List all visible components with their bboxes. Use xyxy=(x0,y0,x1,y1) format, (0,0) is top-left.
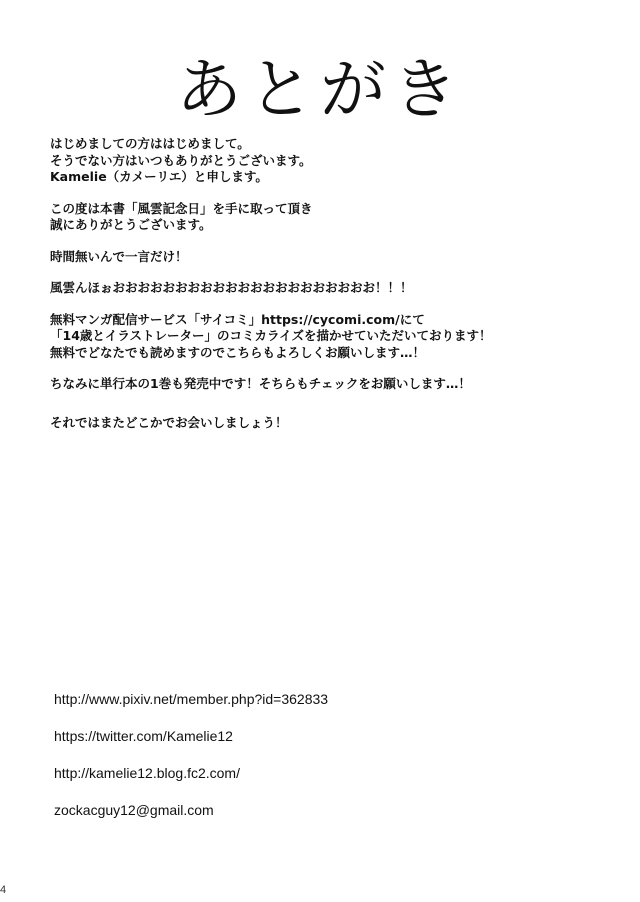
text-line: 誠にありがとうございます。 xyxy=(50,217,212,232)
text-line: そうでない方はいつもありがとうございます。 xyxy=(50,152,312,168)
text-line: 無料マンガ配信サービス「サイコミ」https://cycomi.com/にて xyxy=(50,311,425,327)
text-line: はじめましての方ははじめまして。 xyxy=(50,136,250,151)
contact-links xyxy=(54,690,574,838)
twitter-link: https://twitter.com/Kamelie12 xyxy=(54,728,233,744)
page-number: 4 xyxy=(0,884,7,896)
text-line: Kamelie（カメーリエ）と申します。 xyxy=(50,169,268,184)
blog-link: http://kamelie12.blog.fc2.com/ xyxy=(54,765,240,781)
text-line: 「14歳とイラストレーター」のコミカライズを描かせていただいております！ xyxy=(50,328,492,343)
paragraph-thanks xyxy=(50,201,620,234)
text-line: この度は本書「風雲記念日」を手に取って頂き xyxy=(50,200,313,216)
text-line: 無料でどなたでも読めますのでこちらもよろしくお願いします…！ xyxy=(50,344,426,360)
paragraph-farewell xyxy=(50,415,620,432)
paragraph-exclamation xyxy=(50,280,620,297)
paragraph-manga-promo xyxy=(50,312,620,362)
paragraph-greeting xyxy=(50,136,620,186)
page-title: あとがき xyxy=(176,51,464,128)
text-line: 風雲んほぉおおおおおおおおおおおおおおおおおおおおお！！！ xyxy=(50,280,413,295)
paragraph-volume-note xyxy=(50,376,620,393)
paragraph-short-note xyxy=(50,249,620,266)
email-address: zockacguy12@gmail.com xyxy=(54,802,214,818)
afterword-body xyxy=(50,136,620,446)
text-line: ちなみに単行本の1巻も発売中です！そちらもチェックをお願いします…！ xyxy=(50,376,471,391)
text-line: それではまたどこかでお会いしましょう！ xyxy=(50,414,288,430)
text-line: 時間無いんで一言だけ！ xyxy=(50,248,188,264)
pixiv-link: http://www.pixiv.net/member.php?id=362833 xyxy=(54,691,329,707)
